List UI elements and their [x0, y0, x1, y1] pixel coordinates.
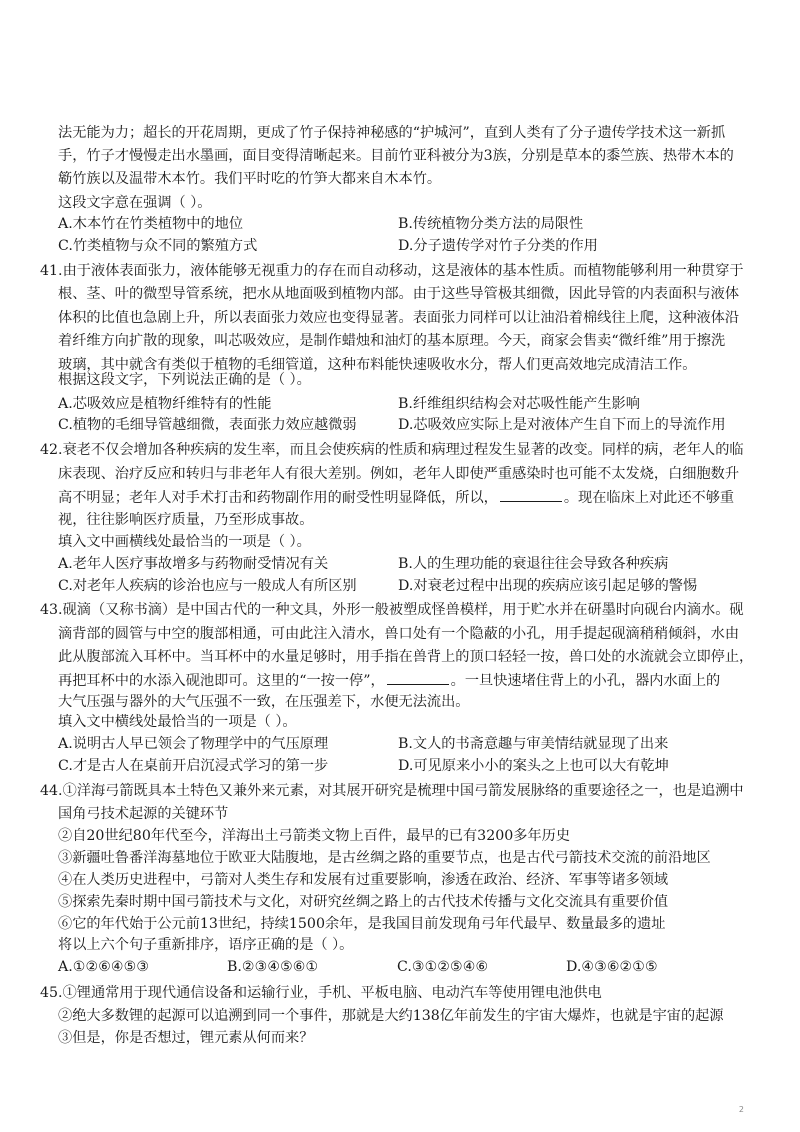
q41-line-2: 根、茎、叶的微型导管系统，把水从地面吸到植物内部。由于这些导管极其细微，因此导管的内表面积与液体 [58, 286, 740, 302]
q43-line-4-before: 再把耳杯中的水添入砚池即可。这里的“一按一停”， [58, 673, 385, 689]
q42-option-c[interactable]: C.对老年人疾病的诊治也应与一般成人有所区别 [58, 578, 357, 594]
prev-passage-line-1: 法无能为力；超长的开花周期，更成了竹子保持神秘感的“护城河”，直到人类有了分子遗传学技术这一新抓 [58, 125, 726, 141]
q41-line-1: 41.由于液体表面张力，液体能够无视重力的存在而自动移动，这是液体的基本性质。而植物能够利用一种贯穿于 [40, 263, 744, 279]
q43-stem: 填入文中横线处最恰当的一项是（ ）。 [58, 714, 297, 730]
q43-line-4 [58, 670, 720, 691]
prev-question-stem: 这段文字意在强调（ ）。 [58, 195, 212, 211]
q44-sentence-2: ②自20世纪80年代至今，洋海出土弓箭类文物上百件，最早的已有3200多年历史 [58, 828, 571, 844]
q44-option-a[interactable]: A.①②⑥④⑤③ [58, 959, 150, 975]
q42-line-2: 床表现、治疗反应和转归与非老年人有很大差别。例如，老年人即使严重感染时也可能不太发烧，白细胞数升 [58, 466, 740, 482]
q41-option-c[interactable]: C.植物的毛细导管越细微，表面张力效应越微弱 [58, 417, 357, 433]
q43-option-a[interactable]: A.说明古人早已领会了物理学中的气压原理 [58, 736, 329, 752]
q43-answer-blank[interactable] [387, 670, 449, 685]
q44-line-1: 44.①洋海弓箭既具本土特色又兼外来元素，对其展开研究是梳理中国弓箭发展脉络的重要途径之一，也是追溯中 [40, 783, 744, 799]
q43-option-b[interactable]: B.文人的书斋意趣与审美情结就显现了出来 [398, 736, 669, 752]
q43-line-3: 此从腹部流入耳杯中。当耳杯中的水量足够时，用手指在兽背上的顶口轻轻一按，兽口处的水流就会立即停止， [58, 649, 754, 665]
q41-line-4: 着纤维方向扩散的现象，叫芯吸效应，是制作蜡烛和油灯的基本原理。今天，商家会售卖“微纤维”用于擦洗 [58, 333, 726, 349]
q41-stem: 根据这段文字，下列说法正确的是（ ）。 [58, 372, 311, 388]
q41-line-3: 体积的比值也急剧上升，所以表面张力效应也变得显著。表面张力同样可以让油沿着棉线往上爬，这种液体沿 [58, 310, 740, 326]
q44-sentence-3: ③新疆吐鲁番洋海墓地位于欧亚大陆腹地，是古丝绸之路的重要节点，也是古代弓箭技术交流的前沿地区 [58, 850, 711, 866]
q43-option-d[interactable]: D.可见原来小小的案头之上也可以大有乾坤 [398, 758, 669, 774]
q41-option-d[interactable]: D.芯吸效应实际上是对液体产生自下而上的导流作用 [398, 417, 726, 433]
q44-sentence-4: ④在人类历史进程中，弓箭对人类生存和发展有过重要影响，渗透在政治、经济、军事等诸多领域 [58, 872, 669, 888]
q42-line-1: 42.衰老不仅会增加各种疾病的发生率，而且会使疾病的性质和病理过程发生显著的改变。同样的病，老年人的临 [40, 442, 744, 458]
q43-line-1: 43.砚滴（又称书滴）是中国古代的一种文具，外形一般被塑成怪兽模样，用于贮水并在研墨时向砚台内滴水。砚 [40, 602, 744, 618]
q44-line-2: 国角弓技术起源的关键环节 [58, 806, 229, 822]
prev-option-b[interactable]: B.传统植物分类方法的局限性 [398, 216, 584, 232]
q42-option-d[interactable]: D.对衰老过程中出现的疾病应该引起足够的警惕 [398, 578, 698, 594]
q45-line-1: 45.①锂通常用于现代通信设备和运输行业，手机、平板电脑、电动汽车等使用锂电池供电 [40, 985, 602, 1001]
q42-line-3-after: 。现在临床上对此还不够重 [563, 490, 735, 506]
prev-option-a[interactable]: A.木本竹在竹类植物中的地位 [58, 216, 244, 232]
q42-line-3-before: 高不明显；老年人对手术打击和药物副作用的耐受性明显降低，所以， [58, 490, 498, 506]
q44-sentence-5: ⑤探索先秦时期中国弓箭技术与文化，对研究丝绸之路上的古代技术传播与文化交流具有重要价值 [58, 894, 669, 910]
q43-line-2: 滴背部的圆管与中空的腹部相通，可由此注入清水，兽口处有一个隐蔽的小孔，用手提起砚滴稍稍倾斜，水由 [58, 626, 740, 642]
prev-passage-line-3: 簕竹族以及温带木本竹。我们平时吃的竹笋大都来自木本竹。 [58, 171, 442, 187]
q42-option-a[interactable]: A.老年人医疗事故增多与药物耐受情况有关 [58, 556, 329, 572]
q43-line-5: 大气压强与器外的大气压强不一致，在压强差下，水便无法流出。 [58, 694, 470, 710]
q44-option-c[interactable]: C.③①②⑤④⑥ [397, 959, 489, 975]
prev-option-c[interactable]: C.竹类植物与众不同的繁殖方式 [58, 238, 258, 254]
q41-option-a[interactable]: A.芯吸效应是植物纤维特有的性能 [58, 396, 272, 412]
q41-option-b[interactable]: B.纤维组织结构会对芯吸性能产生影响 [398, 396, 640, 412]
q44-sentence-6: ⑥它的年代始于公元前13世纪，持续1500余年，是我国目前发现角弓年代最早、数量最多的遗址 [58, 916, 666, 932]
page-number: 2 [738, 1105, 744, 1114]
prev-passage-line-2: 手，竹子才慢慢走出水墨画，面目变得清晰起来。目前竹亚科被分为3族，分别是草本的黍竺族、热带木本的 [58, 148, 734, 164]
q44-stem: 将以上六个句子重新排序，语序正确的是（ ）。 [58, 937, 354, 953]
q45-sentence-3: ③但是，你是否想过，锂元素从何而来？ [58, 1030, 314, 1046]
q44-option-d[interactable]: D.④③⑥②①⑤ [566, 959, 658, 975]
q45-sentence-2: ②绝大多数锂的起源可以追溯到同一个事件，那就是大约138亿年前发生的宇宙大爆炸，也就是宇宙的起源 [58, 1008, 724, 1024]
q41-line-5: 玻璃，其中就含有类似于植物的毛细管道，这种布料能快速吸收水分，帮人们更高效地完成清洁工作。 [58, 357, 697, 373]
q42-line-4: 视，往往影响医疗质量，乃至形成事故。 [58, 512, 314, 528]
prev-option-d[interactable]: D.分子遗传学对竹子分类的作用 [398, 238, 598, 254]
q43-line-4-after: 。一旦快速堵住背上的小孔，器内水面上的 [450, 673, 721, 689]
q43-option-c[interactable]: C.才是古人在桌前开启沉浸式学习的第一步 [58, 758, 329, 774]
q42-line-3 [58, 487, 734, 508]
q42-option-b[interactable]: B.人的生理功能的衰退往往会导致各种疾病 [398, 556, 669, 572]
q42-stem: 填入文中画横线处最恰当的一项是（ ）。 [58, 534, 311, 550]
q44-option-b[interactable]: B.②③④⑤⑥① [227, 959, 319, 975]
q42-answer-blank[interactable] [500, 487, 562, 502]
